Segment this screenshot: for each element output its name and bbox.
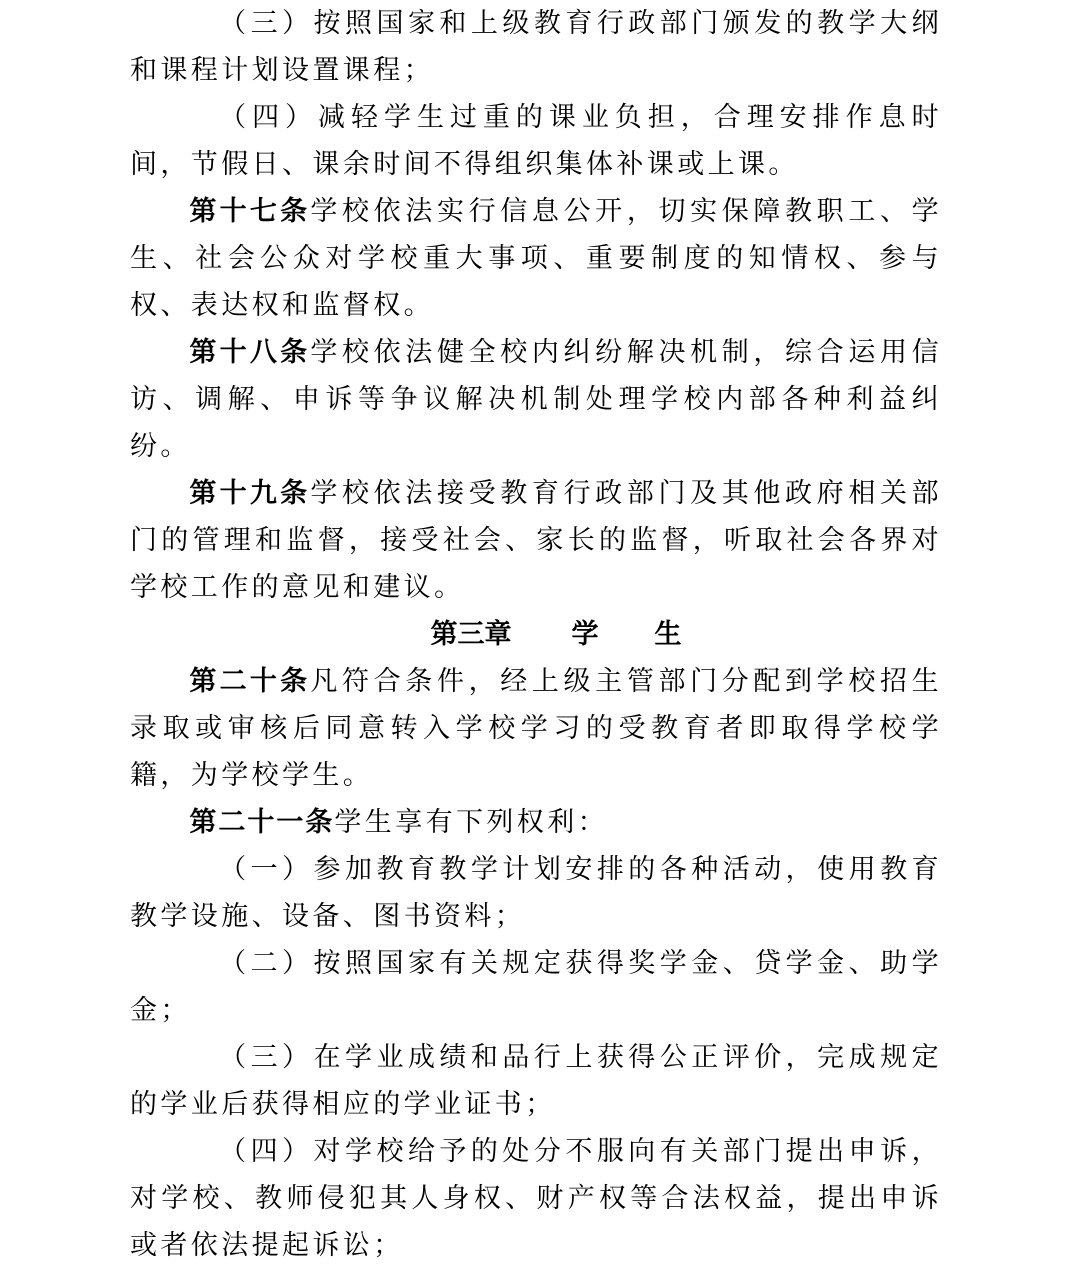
document-page bbox=[130, 0, 942, 1269]
paragraph-item-4-workload: （四）减轻学生过重的课业负担，合理安排作息时间，节假日、课余时间不得组织集体补课或上课。 bbox=[130, 102, 942, 180]
rights-item-1: （一）参加教育教学计划安排的各种活动，使用教育教学设施、设备、图书资料； bbox=[130, 854, 942, 932]
article-21 bbox=[130, 799, 942, 846]
article-18-number: 第十八条 bbox=[189, 337, 311, 368]
article-21-number: 第二十一条 bbox=[189, 807, 335, 838]
article-17 bbox=[130, 188, 942, 329]
chapter-number: 第三章 bbox=[430, 619, 512, 650]
chapter-title-char-2: 生 bbox=[654, 619, 682, 650]
article-21-text: 学生享有下列权利： bbox=[334, 807, 608, 838]
article-20-text: 凡符合条件，经上级主管部门分配到学校招生录取或审核后同意转入学校学习的受教育者即取得学校学籍，为学校学生。 bbox=[130, 666, 943, 791]
article-20-number: 第二十条 bbox=[189, 666, 311, 697]
article-20 bbox=[130, 658, 942, 799]
paragraph-item-3-curriculum: （三）按照国家和上级教育行政部门颁发的教学大纲和课程计划设置课程； bbox=[130, 8, 942, 86]
rights-item-4: （四）对学校给予的处分不服向有关部门提出申诉，对学校、教师侵犯其人身权、财产权等合法权益，提出申诉或者依法提起诉讼； bbox=[130, 1136, 942, 1261]
rights-item-2: （二）按照国家有关规定获得奖学金、贷学金、助学金； bbox=[130, 948, 942, 1026]
article-17-number: 第十七条 bbox=[189, 196, 311, 227]
article-17-text: 学校依法实行信息公开，切实保障教职工、学生、社会公众对学校重大事项、重要制度的知情权、参与权、表达权和监督权。 bbox=[130, 196, 943, 321]
chapter-title-char-1: 学 bbox=[571, 619, 599, 650]
rights-item-3: （三）在学业成绩和品行上获得公正评价，完成规定的学业后获得相应的学业证书； bbox=[130, 1042, 942, 1120]
chapter-heading bbox=[130, 611, 942, 658]
article-18 bbox=[130, 329, 942, 470]
article-18-text: 学校依法健全校内纠纷解决机制，综合运用信访、调解、申诉等争议解决机制处理学校内部各种利益纠纷。 bbox=[130, 337, 943, 462]
article-19-number: 第十九条 bbox=[189, 478, 311, 509]
article-19 bbox=[130, 470, 942, 611]
article-19-text: 学校依法接受教育行政部门及其他政府相关部门的管理和监督，接受社会、家长的监督，听取社会各界对学校工作的意见和建议。 bbox=[130, 478, 943, 603]
